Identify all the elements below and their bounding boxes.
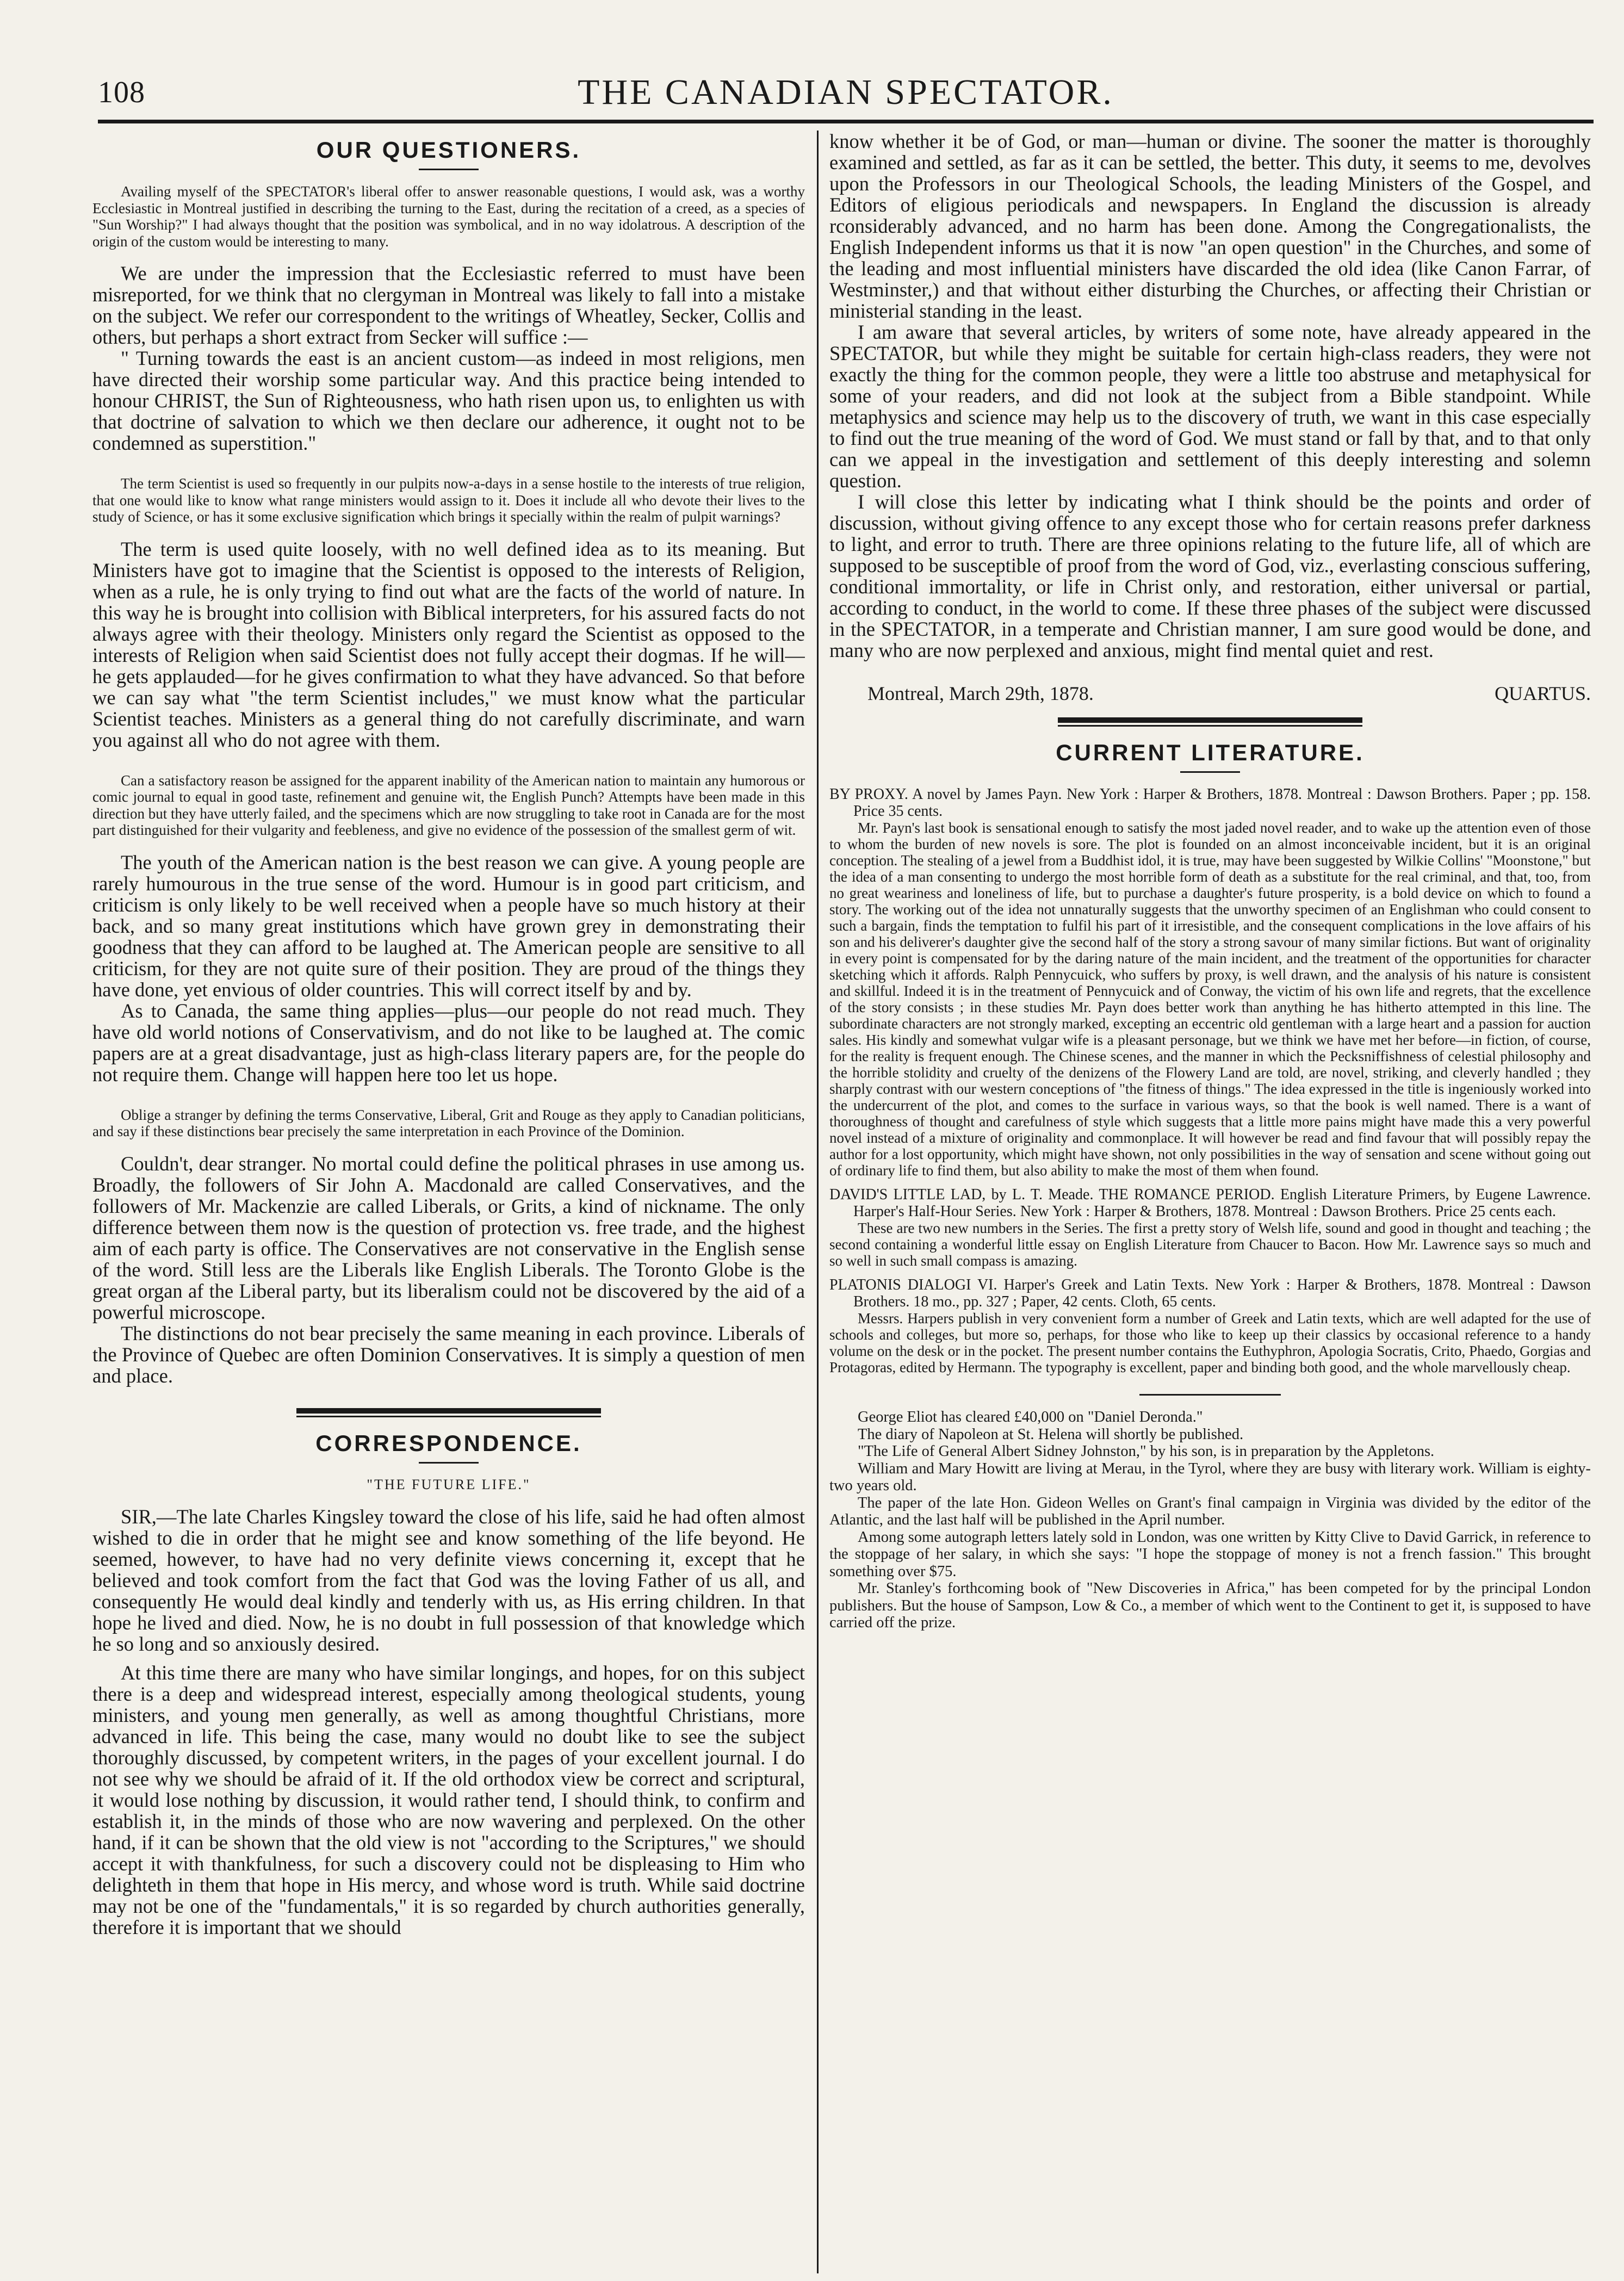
- literary-note: William and Mary Howitt are living at Merau, in the Tyrol, where they are busy with literary work. William is eighty-two years old.: [829, 1460, 1591, 1494]
- answer-1-quote: " Turning towards the east is an ancient custom—as indeed in most religions, men have directed their worship some particular way. And this practice being intended to honour CHRIST, the Sun of Righteousness, who hath risen upon us, to enlighten us with that doctrine of salvation to which we then declare our adherence, it ought not to be condemned as superstition.": [92, 347, 805, 454]
- literary-note: Among some autograph letters lately sold in London, was one written by Kitty Clive to David Garrick, in reference to the stoppage of her salary, in which she says: "I hope the stoppage of money is not a french fassion." This brought something over $75.: [829, 1528, 1591, 1580]
- answer-4b: The distinctions do not bear precisely the same meaning in each province. Liberals of the Province of Quebec are often Dominion Conservatives. It is simply a question of men and place.: [92, 1322, 805, 1387]
- answer-1: We are under the impression that the Ecclesiastic referred to must have been misreported, for we think that no clergyman in Montreal was likely to fall into a mistake on the subject. We refer our correspondent to the writings of Wheatley, Secker, Collis and others, but perhaps a short extract from Secker will suffice :—: [92, 262, 805, 348]
- page-header: [98, 64, 1594, 129]
- question-4: Oblige a stranger by defining the terms Conservative, Liberal, Grit and Rouge as they apply to Canadian politicians, and say if these distinctions bear precisely the same interpretation in each Province of the Dominion.: [92, 1106, 805, 1139]
- literary-note: The diary of Napoleon at St. Helena will shortly be published.: [858, 1425, 1244, 1443]
- answer-3b: As to Canada, the same thing applies—plus—our people do not read much. They have old world notions of Conservativism, and do not like to be laughed at. The comic papers are at a great disadvantage, just as high-class literary papers are, for the people do not require them. Change will happen here too let us hope.: [92, 999, 805, 1086]
- letter-paragraph-3: know whether it be of God, or man—human or divine. The sooner the matter is thoroughly examined and settled, as far as it can be settled, the better. This duty, it seems to me, devolves upon the Professors in our Theological Schools, the leading Ministers of the Gospel, and Editors of eligious periodicals and newspapers. In England the discussion is already rconsiderably advanced, and no harm has been done. Among the Congregationalists, the English Independent informs us that it is now "an open question" in the Churches, and some of the leading and most influential ministers have discarded the old idea (like Canon Farrar, of Westminster,) and that without either disturbing the Churches, or affecting their Christian or ministerial standing in the least.: [829, 131, 1591, 322]
- left-column: [92, 131, 805, 2273]
- review-2-body: These are two new numbers in the Series. The first a pretty story of Welsh life, sound and good in thought and teaching ; the second containing a wonderful little essay on English Literature from Chaucer to Bacon. How Mr. Lawrence says so much and so well in such small compass is amazing.: [829, 1220, 1591, 1269]
- letter-paragraph-5: I will close this letter by indicating what I think should be the points and order of discussion, without giving offence to any except those who for certain reasons prefer darkness to light, and error to truth. There are three opinions relating to the future life, all of which are supposed to be susceptible of proof from the word of God, viz., everlasting conscious suffering, conditional immortality, or life in Christ only, and restoration, either universal or partial, according to conduct, in the world to come. If these three phases of the subject were discussed in the SPECTATOR, in a temperate and Christian manner, I am sure good would be done, and many who are now perplexed and anxious, might find mental quiet and rest.: [829, 491, 1591, 661]
- review-2-heading: DAVID'S LITTLE LAD, by L. T. Meade. THE ROMANCE PERIOD. English Literature Primers, by Eugene Lawrence. Harper's Half-Hour Series. New York : Harper & Brothers, 1878. Montreal : Dawson Brothers. Price 25 cents each.: [829, 1186, 1591, 1220]
- section-divider-rule: [296, 1408, 601, 1417]
- literary-note: The paper of the late Hon. Gideon Welles on Grant's final campaign in Virginia was divided by the editor of the Atlantic, and the last half will be published in the April number.: [829, 1494, 1591, 1528]
- literary-note: George Eliot has cleared £40,000 on "Daniel Deronda.": [858, 1409, 1203, 1425]
- section-divider-rule: [1058, 717, 1362, 727]
- literary-note: Mr. Stanley's forthcoming book of "New Discoveries in Africa," has been competed for by the principal London publishers. But the house of Sampson, Low & Co., a member of which went to the Continent to get it, is supposed to have carried off the prize.: [829, 1580, 1591, 1631]
- header-rule: [98, 120, 1594, 123]
- running-title: THE CANADIAN SPECTATOR.: [578, 72, 1114, 112]
- letter-paragraph-1: SIR,—The late Charles Kingsley toward the close of his life, said he had often almost wished to die in order that he might see and know something of the life beyond. He seemed, however, to have had no very definite views concerning it, except that he believed and took comfort from the fact that God was the loving Father of us all, and consequently He would deal kindly and tenderly with us, as His erring children. In that hope he lived and died. Now, he is no doubt in full possession of that knowledge which he so long and so anxiously desired.: [92, 1505, 805, 1655]
- letter-paragraph-2: At this time there are many who have similar longings, and hopes, for on this subject there is a deep and widespread interest, especially among theological students, young ministers, and young men generally, as well as among thoughtful Christians, more advanced in life. This being the case, many would no doubt like to see the subject thoroughly discussed, by competent writers, in the pages of your excellent journal. I do not see why we should be afraid of it. If the old orthodox view be correct and scriptural, it would lose nothing by discussion, it would rather tend, I should think, to confirm and establish it, in the minds of those who are now wavering and perplexed. On the other hand, if it can be shown that the old view is not "according to the Scriptures," we should accept it with thankfulness, for such a discovery could not be displeasing to Him who delighteth in them that hope in His mercy, and whose word is truth. While said doctrine may not be one of the "fundamentals," it is so regarded by church authorities generally, therefore it is important that we should: [92, 1661, 805, 1938]
- correspondence-subtitle: "THE FUTURE LIFE.": [367, 1476, 531, 1492]
- literary-note: "The Life of General Albert Sidney Johnston," by his son, is in preparation by the Appletons.: [858, 1443, 1435, 1460]
- letter-place-date: Montreal, March 29th, 1878.: [867, 683, 1094, 704]
- review-1-body: Mr. Payn's last book is sensational enough to satisfy the most jaded novel reader, and to wake up the attention even of those to whom the burden of new novels is sore. The plot is founded on an almost inconceivable incident, but it is an original conception. The stealing of a jewel from a Buddhist idol, it is true, may have been suggested by Wilkie Collins' "Moonstone," but the idea of a man consenting to undergo the most horrible form of death as a substitute for the real criminal, and that, too, from no great weariness and loneliness of life, but to purchase a daughter's future prosperity, is a bold device on which to found a story. The working out of the idea not unnaturally suggests that the unworthy specimen of an Englishman who could consent to such a bargain, finds the temptation to fulfil his part of it irresistible, and the consequent complications in the love affairs of his son and his deliverer's daughter give the second half of the story a strong savour of many similar fictions. But want of originality in every point is compensated for by the daring nature of the main incident, and the treatment of the opportunities for character sketching which it affords. Ralph Pennycuick, who suffers by proxy, is well drawn, and the analysis of his nature is consistent and skillful. Indeed it is in the treatment of Pennycuick and of Conway, the victim of his own life and regrets, that the excellence of the story consists ; in these studies Mr. Payn does better work than anything he has hitherto attempted in this line. The subordinate characters are not strongly marked, excepting an eccentric old gentleman with a large heart and a passion for auction sales. His kindly and somewhat vulgar wife is a pleasant personage, but we think we have met her before—in fiction, of course, for the reality is frequent enough. The Chinese scenes, and the manner in which the Pecksniffishness of celestial philosophy and the horrible stolidity and cruelty of the denizens of the Flowery Land are told, are novel, striking, and cleverly handled ; they sharply contrast with our western conceptions of "the fitness of things." The idea expressed in the title is ingeniously worked into the undercurrent of the plot, and comes to the surface in various ways, so that the book is well named. There is a want of thoroughness of thought and carefulness of style which suggests that a little more pains might have made this a very powerful novel instead of a mixture of originality and commonplace. It will however be read and find favour that will possibly repay the author for a lost opportunity, which might have shown, not only possibilities in the way of sensation and scene without going out of ordinary life to find them, but also ability to make the most of them when found.: [829, 820, 1591, 1179]
- question-3: Can a satisfactory reason be assigned for the apparent inability of the American nation to maintain any humorous or comic journal to equal in good taste, refinement and genuine wit, the English Punch? Attempts have been made in this direction but they have utterly failed, and the specimens which are now struggling to take root in Canada are for the most part distinguished for their vulgarity and feebleness, and give no evidence of the possession of the smallest germ of wit.: [92, 772, 805, 838]
- answer-3a: The youth of the American nation is the best reason we can give. A young people are rarely humourous in the true sense of the word. Humour is in good part criticism, and criticism is only likely to be well received when a people have so much history at their back, and so many great institutions which have grown grey in demonstrating their goodness that they can afford to be laughed at. The American people are sensitive to all criticism, for they are not quite sure of their position. They are proud of the things they have done, yet envious of older countries. This will correct itself by and by.: [92, 851, 805, 1001]
- review-3-body: Messrs. Harpers publish in very convenient form a number of Greek and Latin texts, which are well adapted for the use of schools and colleges, but more so, perhaps, for those who like to keep up their classics by occasional reference to a handy volume on the desk or in the pocket. The present number contains the Euthyphron, Apologia Socratis, Crito, Phaedo, Gorgias and Protagoras, edited by Hermann. The typography is excellent, paper and binding both good, and the whole marvellously cheap.: [829, 1310, 1591, 1375]
- right-column: [829, 131, 1591, 2273]
- letter-signature: QUARTUS.: [1495, 683, 1591, 704]
- question-1: Availing myself of the SPECTATOR's liberal offer to answer reasonable questions, I would ask, was a worthy Ecclesiastic in Montreal justified in describing the turning to the East, during the recitation of a creed, as a species of "Sun Worship?" I had always thought that the position was symbolical, and in no way idolatrous. A description of the origin of the custom would be interesting to many.: [92, 183, 805, 250]
- answer-2: The term is used quite loosely, with no well defined idea as to its meaning. But Ministers have got to imagine that the Scientist is opposed to the interests of Religion, when as a rule, he is only trying to find out what are the facts of the world of nature. In this way he is brought into collision with Biblical interpreters, for his assured facts do not always agree with their theology. Ministers only regard the Scientist as opposed to the interests of Religion when said Scientist does not fully accept their dogmas. If he will—he gets applauded—for he gives confirmation to what they have advanced. So that before we can say what "the term Scientist includes," we must know what the particular Scientist teaches. Ministers as a general thing do not carefully discriminate, and warn you against all who do not agree with them.: [92, 537, 805, 751]
- letter-paragraph-4: I am aware that several articles, by writers of some note, have already appeared in the SPECTATOR, but while they might be suitable for certain high-class readers, they were not exactly the thing for the common people, they were a little too abstruse and metaphysical for some of your readers, and did not look at the subject from a Bible standpoint. While metaphysics and science may help us to the discovery of truth, we want in this case especially to find out the true meaning of the word of God. We must stand or fall by that, and to that only can we appeal in the investigation and settlement of this deeply interesting and solemn question.: [829, 321, 1591, 492]
- review-1-heading: BY PROXY. A novel by James Payn. New York : Harper & Brothers, 1878. Montreal : Dawson Brothers. Paper ; pp. 158. Price 35 cents.: [829, 786, 1591, 820]
- current-literature-title: CURRENT LITERATURE.: [1056, 740, 1365, 765]
- column-divider: [817, 131, 819, 2273]
- answer-4a: Couldn't, dear stranger. No mortal could define the political phrases in use among us. Broadly, the followers of Sir John A. Macdonald are called Conservatives, and the followers of Mr. Mackenzie are called Liberals, or Grits, a kind of nickname. The only difference between them now is the question of protection vs. free trade, and the highest aim of each party is office. The Conservatives are not conservative in the English sense of the word. Still less are the Liberals like English Liberals. The Toronto Globe is the great organ af the Liberal party, but its liberalism could not be discovered by the aid of a powerful microscope.: [92, 1152, 805, 1323]
- letter-signature-line: [829, 683, 1591, 704]
- page-number: 108: [98, 76, 145, 109]
- correspondence-title: CORRESPONDENCE.: [315, 1430, 582, 1456]
- question-2: The term Scientist is used so frequently in our pulpits now-a-days in a sense hostile to the interests of true religion, that one would like to know what range ministers would assign to it. Does it include all who devote their lives to the study of Science, or has it some exclusive signification which brings it specially within the realm of pulpit warnings?: [92, 475, 805, 525]
- our-questioners-title: OUR QUESTIONERS.: [316, 137, 581, 163]
- review-3-heading: PLATONIS DIALOGI VI. Harper's Greek and Latin Texts. New York : Harper & Brothers, 1878. Montreal : Dawson Brothers. 18 mo., pp. 327 ; Paper, 42 cents. Cloth, 65 cents.: [829, 1276, 1591, 1310]
